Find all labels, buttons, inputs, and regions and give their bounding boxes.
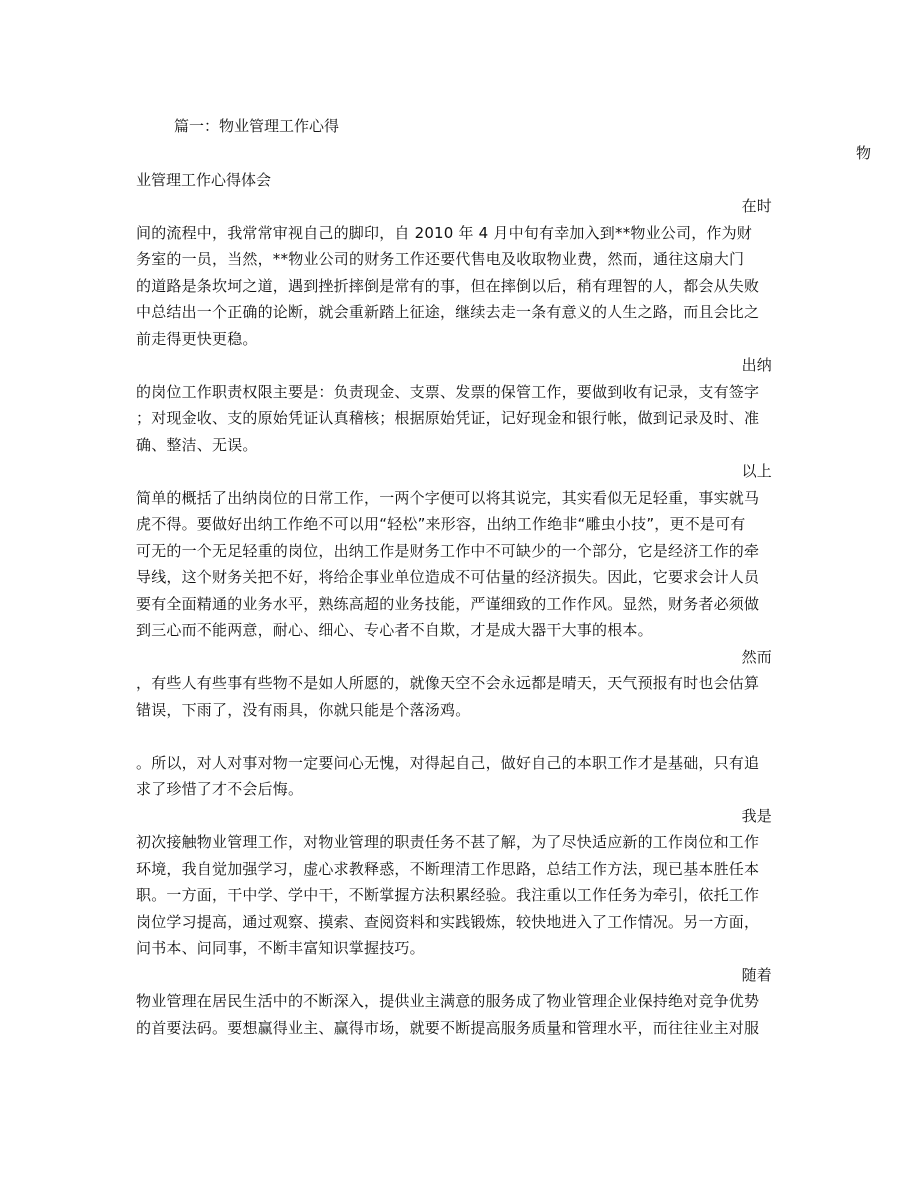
paragraph-line: 求了珍惜了才不会后悔。 [136, 780, 304, 798]
paragraph-line: 间的流程中，我常常审视自己的脚印，自 2010 年 4 月中旬有幸加入到**物业公司，作为财 [136, 223, 752, 242]
paragraph-line: 导线，这个财务关把不好，将给企事业单位造成不可估量的经济损失。因此，它要求会计人员 [136, 568, 760, 586]
paragraph-line: 前走得更快更稳。 [136, 329, 258, 348]
paragraph-line: ，有些人有些事有些物不是如人所愿的，就像天空不会永远都是晴天，天气预报有时也会估算 [136, 674, 760, 692]
paragraph-line: 的道路是条坎坷之道，遇到挫折摔倒是常有的事，但在摔倒以后，稍有理智的人，都会从失败 [136, 276, 760, 295]
paragraph-line: 虎不得。要做好出纳工作绝不可以用“轻松”来形容，出纳工作绝非“雕虫小技”，更不是可有 [136, 515, 746, 533]
paragraph-lead: 以上 [741, 462, 772, 480]
paragraph-line [136, 723, 772, 750]
paragraph-line: 物业管理在居民生活中的不断深入，提供业主满意的服务成了物业管理企业保持绝对竞争优势 [136, 992, 760, 1010]
paragraph-line: 要有全面精通的业务水平，熟练高超的业务技能，严谨细致的工作作风。显然，财务者必须做 [136, 594, 760, 613]
paragraph-line: 的岗位工作职责权限主要是：负责现金、支票、发票的保管工作，要做到收有记录，支有签字 [136, 382, 760, 401]
paragraph-line: 可无的一个无足轻重的岗位，出纳工作是财务工作中不可缺少的一个部分，它是经济工作的牵 [136, 541, 760, 560]
paragraph-line: 简单的概括了出纳岗位的日常工作，一两个字便可以将其说完，其实看似无足轻重，事实就马 [136, 488, 760, 507]
document-title: 篇一：物业管理工作心得 [174, 117, 340, 135]
subtitle-first-char: 物 [856, 144, 872, 162]
paragraph-line: 务室的一员，当然，**物业公司的财务工作还要代售电及收取物业费，然而，通往这扇大门 [136, 250, 745, 268]
paragraph-line: 环境，我自觉加强学习，虚心求教释惑，不断理清工作思路，总结工作方法，现已基本胜任本 [136, 859, 760, 878]
paragraph-lead: 在时 [741, 197, 772, 215]
paragraph-line: 初次接触物业管理工作，对物业管理的职责任务不甚了解，为了尽快适应新的工作岗位和工作 [136, 833, 760, 851]
paragraph-line: 的首要法码。要想赢得业主、赢得市场，就要不断提高服务质量和管理水平，而往往业主对服 [136, 1018, 760, 1037]
paragraph-line: 中总结出一个正确的论断，就会重新踏上征途，继续去走一条有意义的人生之路，而且会比之 [136, 303, 760, 321]
paragraph-line: 。所以，对人对事对物一定要问心无愧，对得起自己，做好自己的本职工作才是基础，只有追 [136, 753, 760, 772]
paragraph-line: 到三心而不能两意，耐心、细心、专心者不自欺，才是成大器干大事的根本。 [136, 621, 653, 639]
paragraph-line: 错误，下雨了，没有雨具，你就只能是个落汤鸡。 [136, 700, 471, 719]
paragraph-line: 问书本、问同事，不断丰富知识掌握技巧。 [136, 939, 425, 957]
paragraph-line: ；对现金收、支的原始凭证认真稽核；根据原始凭证，记好现金和银行帐，做到记录及时、准 [136, 409, 760, 427]
paragraph-lead: 随着 [741, 965, 772, 984]
paragraph-lead: 然而 [741, 647, 772, 666]
document-subtitle: 业管理工作心得体会 [136, 171, 272, 189]
paragraph-lead: 我是 [741, 806, 772, 825]
paragraph-line: 岗位学习提高，通过观察、摸索、查阅资料和实践锻炼，较快地进入了工作情况。另一方面， [136, 912, 760, 931]
document-body [136, 193, 772, 1041]
paragraph-lead: 出纳 [741, 356, 772, 374]
paragraph-line: 确、整洁、无误。 [136, 435, 258, 454]
paragraph-line: 职。一方面，干中学、学中干，不断掌握方法积累经验。我注重以工作任务为牵引，依托工作 [136, 886, 760, 904]
